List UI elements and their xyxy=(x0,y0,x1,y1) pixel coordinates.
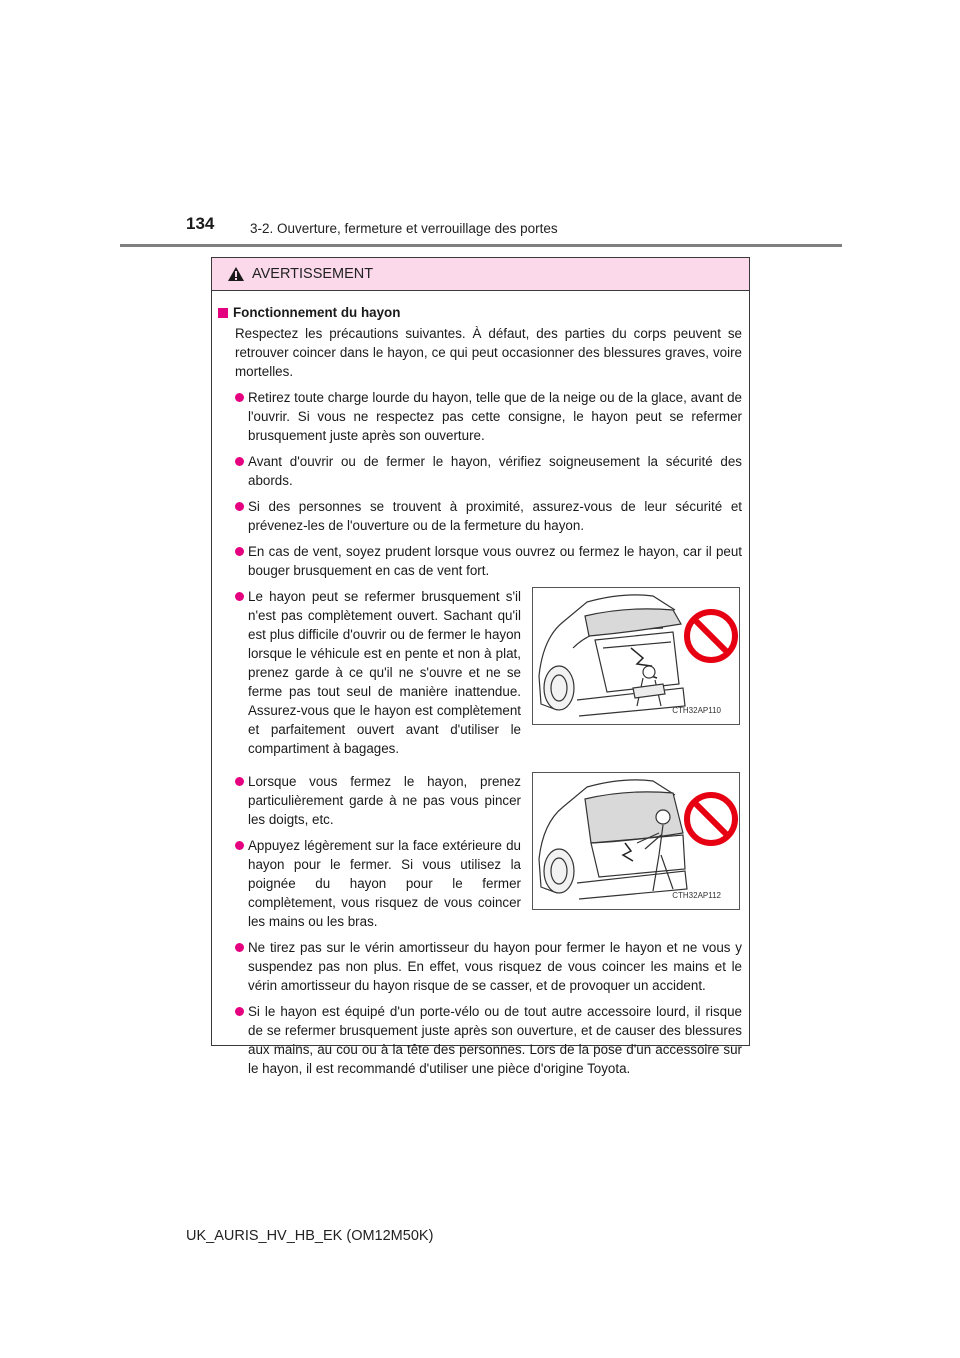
bullet-item xyxy=(218,452,742,490)
figure-code: CTH32AP112 xyxy=(672,891,721,900)
illustration-tailgate-closing xyxy=(532,587,740,725)
figure-row-1-text xyxy=(218,587,521,765)
figure-row-2-text xyxy=(218,772,521,938)
bullet-dot-icon xyxy=(235,393,244,402)
bullet-item xyxy=(218,836,521,931)
bullet-dot-icon xyxy=(235,943,244,952)
bullet-dot-icon xyxy=(235,777,244,786)
page-number: 134 xyxy=(186,214,215,233)
bullet-item xyxy=(218,938,742,995)
bullet-item xyxy=(218,587,521,758)
subheading xyxy=(218,303,742,322)
warning-body xyxy=(212,291,749,1078)
bullet-item xyxy=(218,772,521,829)
bullet-text: Ne tirez pas sur le vérin amortisseur du hayon pour fermer le hayon et ne vous y suspendez pas non plus. En effet, vous risquez de vous coincer les mains et le vérin amortisseur du hayon risque de se casser, et de provoquer un accident. xyxy=(248,940,742,993)
bullet-dot-icon xyxy=(235,592,244,601)
bullet-text: Retirez toute charge lourde du hayon, telle que de la neige ou de la glace, avant de l'ouvrir. Si vous ne respectez pas cette consigne, le hayon peut se refermer brusquement juste après son ouverture. xyxy=(248,390,742,443)
figure-row-2 xyxy=(218,772,742,938)
bullet-text: Le hayon peut se refermer brusquement s'il n'est pas complètement ouvert. Sachant qu'il est plus difficile d'ouvrir ou de fermer le hayon lorsque le véhicule est en pente et non à plat, prenez garde à ce qu'il ne s'ouvre et ne se ferme pas tout seul de manière inattendue. Assurez-vous que le hayon est complètement et parfaitement ouvert avant d'utiliser le compartiment à bagages. xyxy=(248,589,521,756)
illustration-hand-pinch xyxy=(532,772,740,910)
warning-title: AVERTISSEMENT xyxy=(252,266,374,282)
bullet-item xyxy=(218,388,742,445)
bullet-text: Lorsque vous fermez le hayon, prenez particulièrement garde à ne pas vous pincer les doigts, etc. xyxy=(248,774,521,827)
warning-triangle-icon xyxy=(227,266,245,282)
warning-header xyxy=(212,258,749,291)
square-bullet-icon xyxy=(218,308,228,318)
document-code: UK_AURIS_HV_HB_EK (OM12M50K) xyxy=(186,1228,434,1244)
bullet-dot-icon xyxy=(235,502,244,511)
bullet-dot-icon xyxy=(235,457,244,466)
bullet-dot-icon xyxy=(235,1007,244,1016)
bullet-dot-icon xyxy=(235,547,244,556)
bullet-item xyxy=(218,497,742,535)
header-divider xyxy=(120,244,842,247)
bullet-text: Appuyez légèrement sur la face extérieure du hayon pour le fermer. Si vous utilisez la poignée du hayon pour le fermer complètement, vous risquez de vous coincer les mains ou les bras. xyxy=(248,838,521,929)
figure-row-1 xyxy=(218,587,742,765)
subheading-text: Fonctionnement du hayon xyxy=(233,305,401,320)
intro-paragraph: Respectez les précautions suivantes. À défaut, des parties du corps peuvent se retrouver coincer dans le hayon, ce qui peut occasionner des blessures graves, voire mortelles. xyxy=(235,326,742,379)
bullet-text: Si des personnes se trouvent à proximité, assurez-vous de leur sécurité et prévenez-les de l'ouverture ou de la fermeture du hayon. xyxy=(248,499,742,533)
bullet-text: Si le hayon est équipé d'un porte-vélo ou de tout autre accessoire lourd, il risque de se refermer brusquement juste après son ouverture, et de causer des blessures aux mains, au cou ou à la tête des personnes. Lors de la pose d'un accessoire sur le hayon, il est recommandé d'utiliser une pièce d'origine Toyota. xyxy=(248,1004,742,1076)
bullet-dot-icon xyxy=(235,841,244,850)
bullet-text: En cas de vent, soyez prudent lorsque vous ouvrez ou fermez le hayon, car il peut bouger brusquement en cas de vent fort. xyxy=(248,544,742,578)
bullet-item xyxy=(218,1002,742,1078)
figure-code: CTH32AP110 xyxy=(672,706,721,715)
bullet-text: Avant d'ouvrir ou de fermer le hayon, vérifiez soigneusement la sécurité des abords. xyxy=(248,454,742,488)
warning-box xyxy=(211,257,750,1076)
bullet-item xyxy=(218,542,742,580)
section-title: 3-2. Ouverture, fermeture et verrouillage des portes xyxy=(250,221,558,236)
